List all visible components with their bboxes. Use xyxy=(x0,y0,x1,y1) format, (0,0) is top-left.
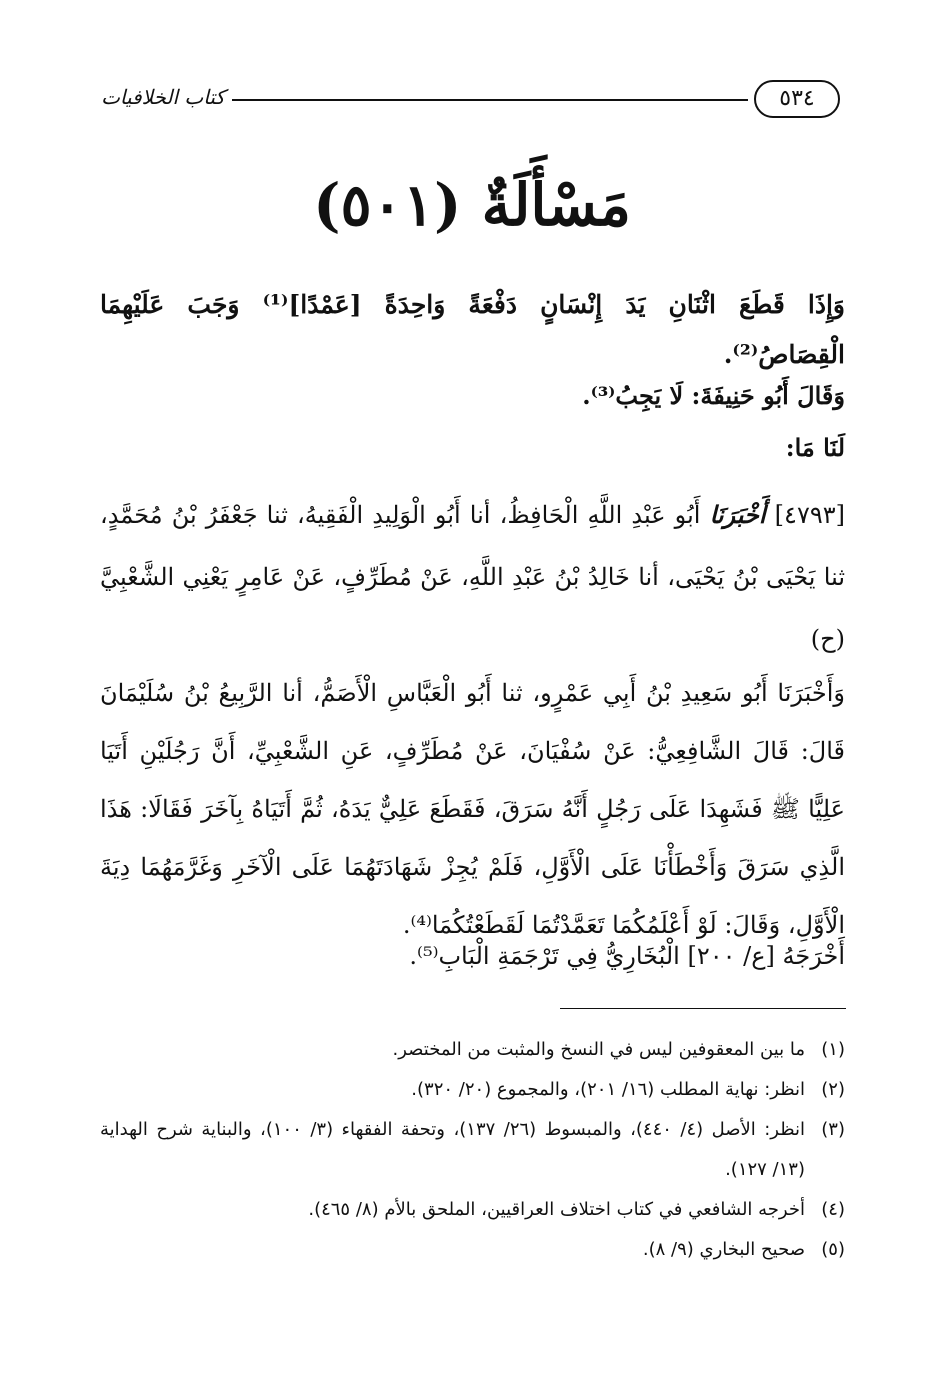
footnote-text: صحيح البخاري (٩/ ٨). xyxy=(642,1239,805,1260)
page-number-badge: ٥٣٤ xyxy=(754,80,840,118)
footnote-text: ما بين المعقوفين ليس في النسخ والمثبت من المختصر. xyxy=(392,1039,805,1060)
hadith-number: [٤٧٩٣] xyxy=(774,501,845,529)
footnotes xyxy=(100,1030,845,1270)
abu-hanifa-opinion: وَقَالَ أَبُو حَنِيفَةَ: لَا يَجِبُ⁽³⁾. xyxy=(582,381,845,410)
footnote-number: (٢) xyxy=(821,1079,845,1100)
footnote-4 xyxy=(100,1190,845,1230)
footnote-text: أخرجه الشافعي في كتاب اختلاف العراقيين، الملحق بالأم (٨/ ٤٦٥). xyxy=(308,1199,805,1220)
footnote-5 xyxy=(100,1230,845,1270)
footnote-number: (٣) xyxy=(821,1119,845,1140)
takhrij-line: أَخْرَجَهُ [ع/ ٢٠٠] الْبُخَارِيُّ فِي تَرْجَمَةِ الْبَابِ⁽⁵⁾. xyxy=(409,942,845,970)
evidence-intro: لَنَا مَا: xyxy=(785,433,845,462)
footnote-1 xyxy=(100,1030,845,1070)
footnote-number: (٥) xyxy=(821,1239,845,1260)
footnote-3 xyxy=(100,1110,845,1190)
footnote-text: انظر: نهاية المطلب (١٦/ ٢٠١)، والمجموع (٢٠/ ٣٢٠). xyxy=(411,1079,805,1100)
running-header xyxy=(100,78,840,128)
footnote-number: (٤) xyxy=(821,1199,845,1220)
hadith-second-chain: وَأَخْبَرَنَا أَبُو سَعِيدِ بْنُ أَبِي عَمْرٍو، ثنا أَبُو الْعَبَّاسِ الْأَصَمُّ، أنا الرَّبِيعُ بْنُ سُلَيْمَانَ قَالَ: قَالَ الشَّافِعِيُّ: عَنْ سُفْيَانَ، عَنْ مُطَرِّفٍ، عَنِ الشَّعْبِيِّ، أَنَّ رَجُلَيْنِ أَتَيَا عَلِيًّا ﷺ فَشَهِدَا عَلَى رَجُلٍ أَنَّهُ سَرَقَ، فَقَطَعَ عَلِيٌّ يَدَهُ، ثُمَّ أَتَيَاهُ بِآخَرَ فَقَالَا: هَذَا الَّذِي سَرَقَ وَأَخْطَأْنَا عَلَى الْأَوَّلِ، فَلَمْ يُجِزْ شَهَادَتَهُمَا عَلَى الْآخَرِ وَغَرَّمَهُمَا دِيَةَ الْأَوَّلِ، وَقَالَ: لَوْ أَعْلَمُكُمَا تَعَمَّدْتُمَا لَقَطَعْتُكُمَا⁽⁴⁾. xyxy=(100,679,845,939)
footnote-text: انظر: الأصل (٤/ ٤٤٠)، والمبسوط (٢٦/ ١٣٧)، وتحفة الفقهاء (٣/ ١٠٠)، والبناية شرح الهداية (١٣/ ١٢٧). xyxy=(100,1119,805,1180)
issue-statement: وَإِذَا قَطَعَ اثْنَانِ يَدَ إِنْسَانٍ دَفْعَةً وَاحِدَةً [عَمْدًا]⁽¹⁾ وَجَبَ عَلَيْهِمَا الْقِصَاصُ⁽²⁾. xyxy=(100,290,845,369)
hadith-isnad: أَبُو عَبْدِ اللَّهِ الْحَافِظُ، أنا أَبُو الْوَلِيدِ الْفَقِيهُ، ثنا جَعْفَرُ بْنُ مُحَمَّدٍ، ثنا يَحْيَى بْنُ يَحْيَى، أنا خَالِدُ بْنُ عَبْدِ اللَّهِ، عَنْ مُطَرِّفٍ، عَنْ عَامِرٍ يَعْنِي الشَّعْبِيَّ (ح) xyxy=(100,501,845,653)
footnote-separator xyxy=(560,1008,846,1009)
masala-heading: مَسْأَلَةٌ (٥٠١) xyxy=(313,171,631,239)
hadith-4793 xyxy=(100,484,845,670)
footnote-2 xyxy=(100,1070,845,1110)
book-title: كتاب الخلافيات xyxy=(101,85,225,109)
akhbarana-keyword: أَخْبَرَنَا xyxy=(709,500,766,529)
header-rule xyxy=(232,99,748,101)
footnote-number: (١) xyxy=(821,1039,845,1060)
